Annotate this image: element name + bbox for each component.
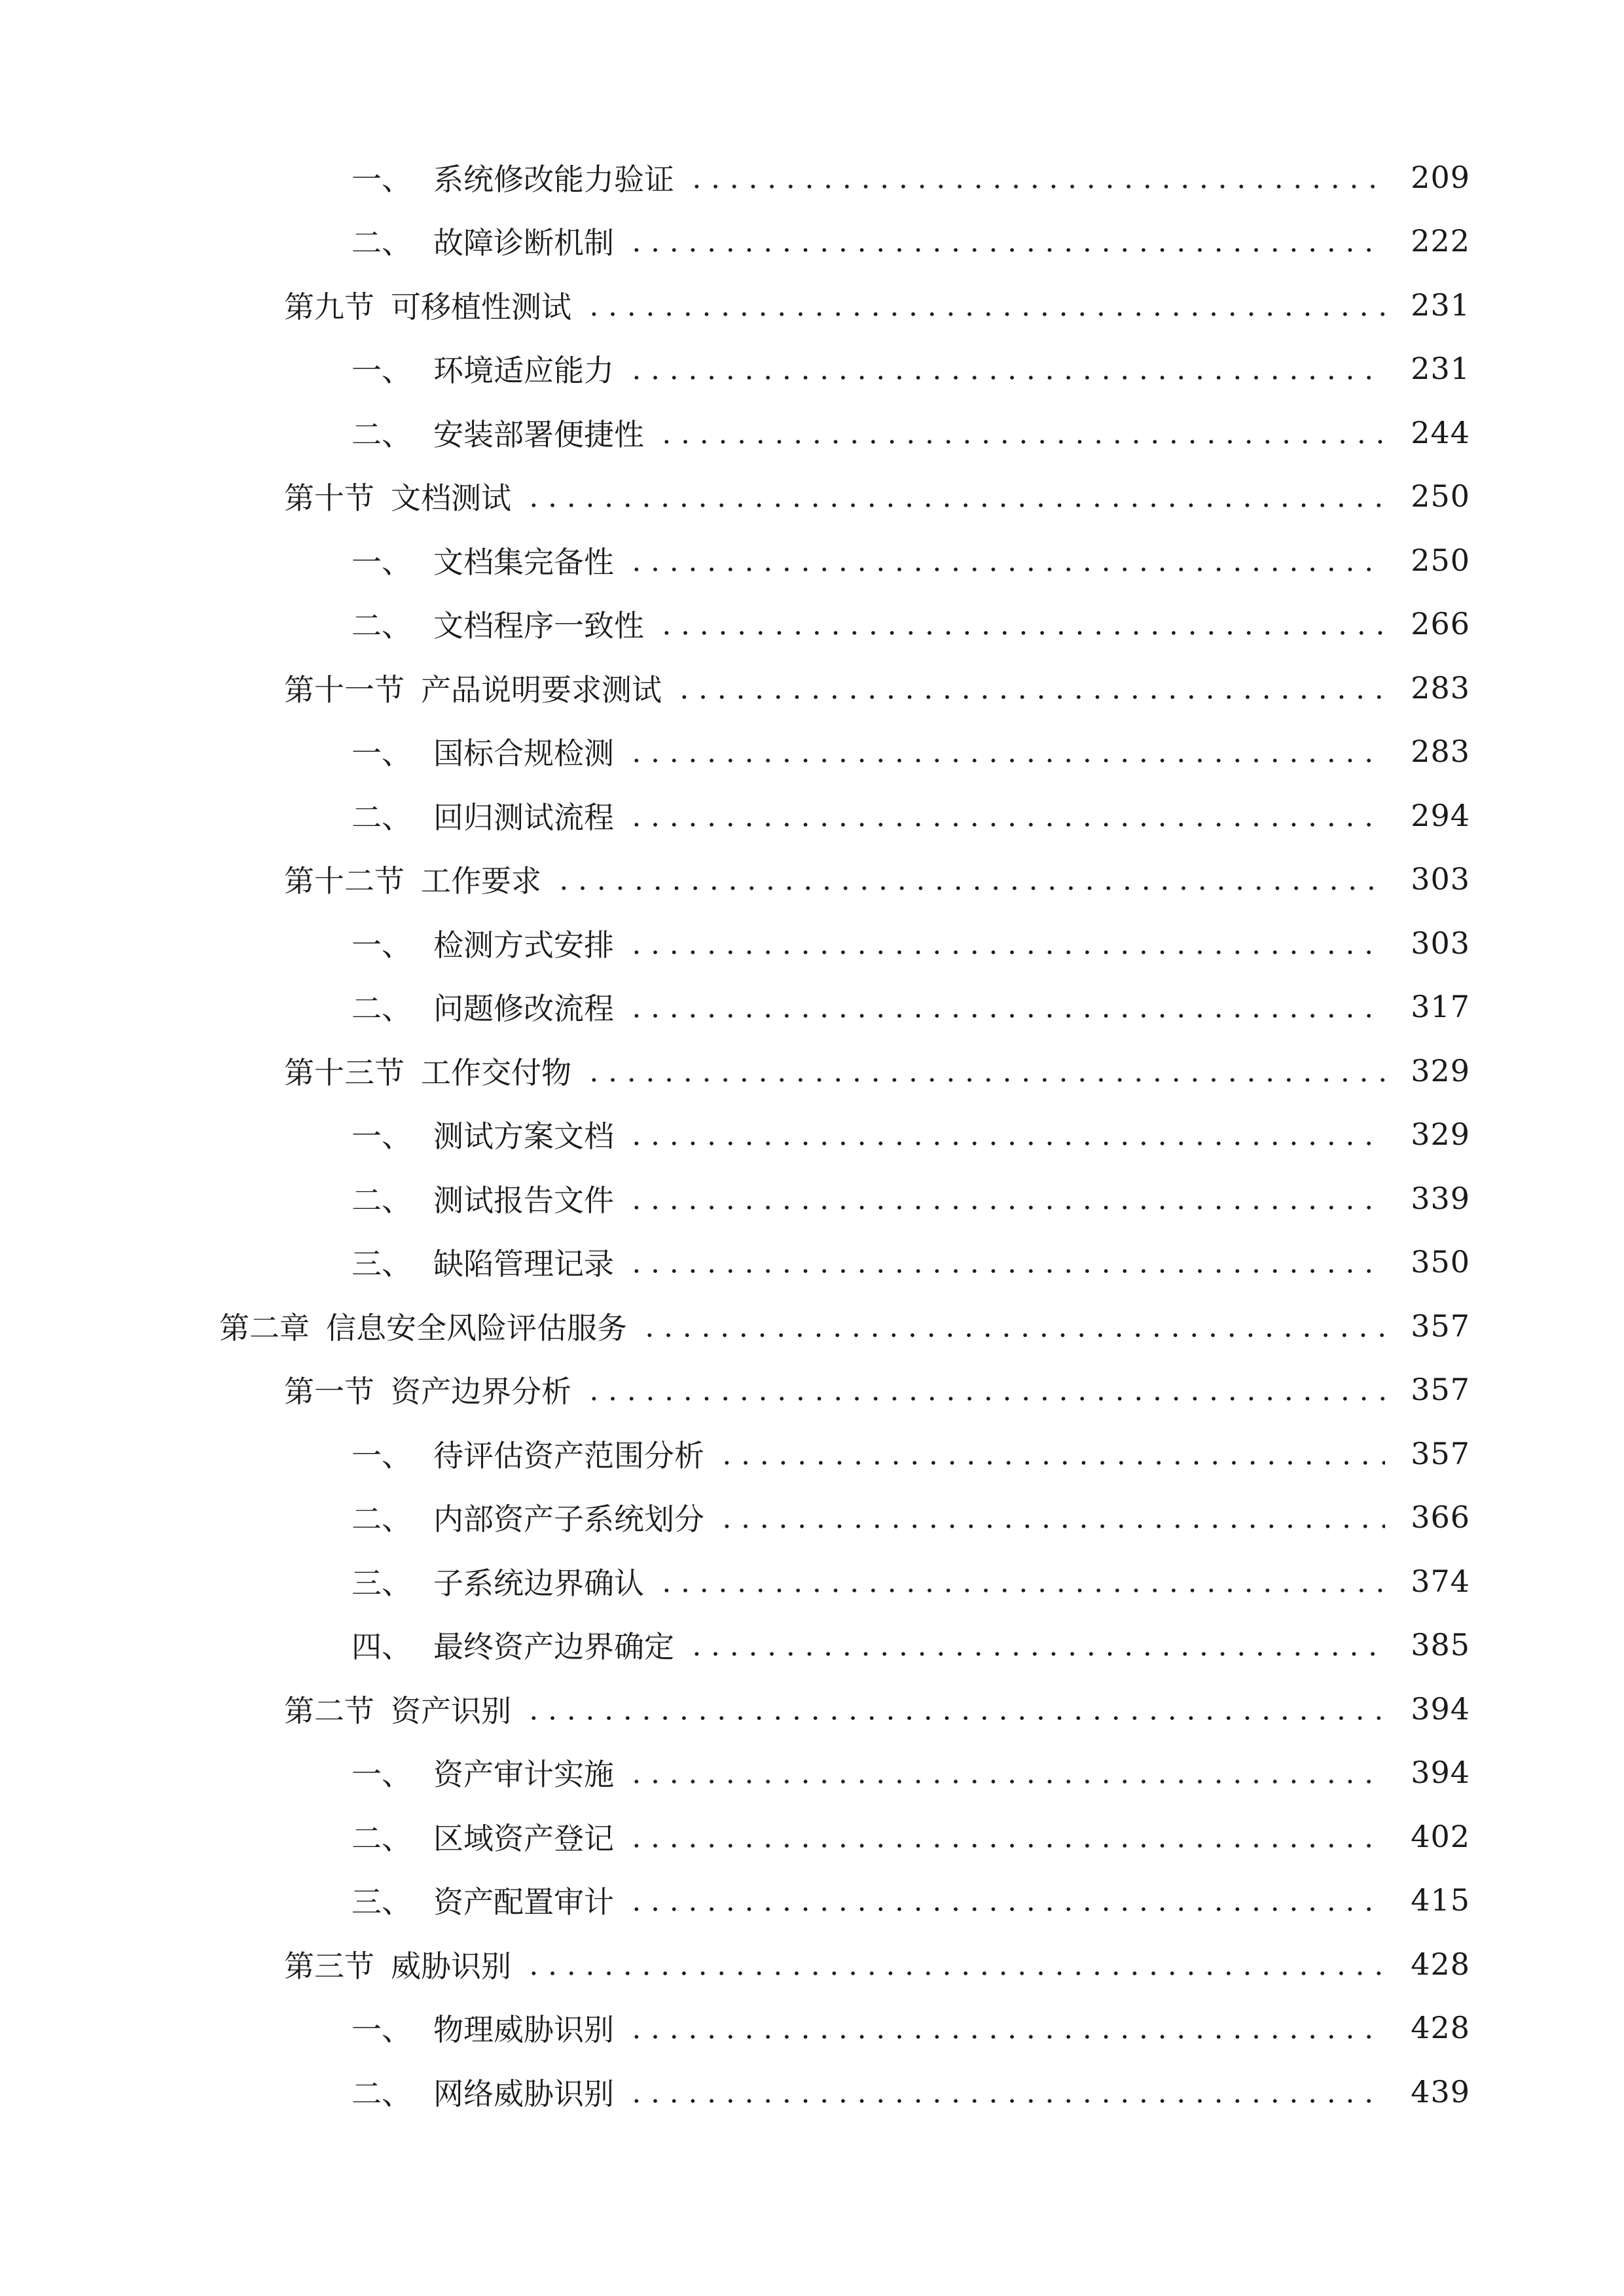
- toc-entry[interactable]: [0, 1932, 1624, 1996]
- toc-entry-number: 第二节: [284, 1693, 374, 1729]
- toc-entry-page-number: 317: [1411, 989, 1470, 1025]
- toc-entry-page-number: 428: [1411, 2010, 1470, 2046]
- toc-entry-page-number: 329: [1411, 1117, 1470, 1153]
- toc-entry[interactable]: [0, 1804, 1624, 1869]
- toc-entry-title: 故障诊断机制: [433, 225, 614, 261]
- toc-entry-title: 文档集完备性: [433, 544, 614, 580]
- toc-entry-page-number: 231: [1411, 351, 1470, 387]
- toc-entry-number: 一、: [352, 736, 412, 772]
- toc-entry[interactable]: [0, 2060, 1624, 2124]
- toc-entry[interactable]: [0, 656, 1624, 720]
- toc-dot-leader: [675, 695, 1385, 699]
- toc-entry-page-number: 439: [1411, 2073, 1470, 2109]
- toc-entry-number: 二、: [352, 799, 412, 835]
- toc-entry-title: 检测方式安排: [433, 927, 614, 963]
- toc-entry-title: 网络威胁识别: [433, 2075, 614, 2111]
- toc-entry-page-number: 303: [1411, 925, 1470, 961]
- toc-entry-title: 资产边界分析: [391, 1374, 571, 1410]
- toc-entry[interactable]: [0, 209, 1624, 274]
- toc-entry-page-number: 394: [1411, 1755, 1470, 1791]
- toc-dot-leader: [657, 631, 1385, 635]
- toc-entry[interactable]: [0, 1996, 1624, 2060]
- toc-entry[interactable]: [0, 528, 1624, 592]
- toc-entry-number: 一、: [352, 1119, 412, 1155]
- toc-entry-page-number: 394: [1411, 1691, 1470, 1727]
- toc-entry[interactable]: [0, 465, 1624, 529]
- toc-entry-page-number: 366: [1411, 1499, 1470, 1535]
- toc-entry-number: 三、: [352, 1884, 412, 1920]
- toc-entry-title: 资产审计实施: [433, 1757, 614, 1793]
- toc-dot-leader: [524, 1716, 1385, 1720]
- toc-entry-title: 可移植性测试: [391, 289, 571, 325]
- toc-entry-number: 第一节: [284, 1374, 374, 1410]
- toc-entry-title: 威胁识别: [391, 1948, 511, 1984]
- toc-entry-number: 二、: [352, 2075, 412, 2111]
- toc-entry[interactable]: [0, 783, 1624, 848]
- toc-entry[interactable]: [0, 1422, 1624, 1486]
- toc-dot-leader: [627, 950, 1385, 954]
- toc-entry-title: 文档测试: [391, 480, 511, 516]
- toc-entry-number: 二、: [352, 225, 412, 261]
- toc-entry-title: 工作交付物: [421, 1054, 571, 1090]
- toc-entry-title: 区域资产登记: [433, 1820, 614, 1856]
- toc-dot-leader: [627, 2099, 1385, 2103]
- toc-entry[interactable]: [0, 592, 1624, 656]
- toc-dot-leader: [657, 1588, 1385, 1592]
- toc-entry[interactable]: [0, 1486, 1624, 1550]
- toc-dot-leader: [627, 1014, 1385, 1018]
- toc-entry-page-number: 231: [1411, 287, 1470, 323]
- toc-entry-title: 信息安全风险评估服务: [326, 1310, 627, 1346]
- toc-dot-leader: [687, 1652, 1385, 1656]
- toc-dot-leader: [585, 1078, 1385, 1082]
- toc-entry-number: 二、: [352, 608, 412, 644]
- toc-dot-leader: [627, 1141, 1385, 1145]
- toc-entry-title: 产品说明要求测试: [421, 672, 662, 708]
- toc-entry[interactable]: [0, 1549, 1624, 1613]
- toc-entry-number: 二、: [352, 1182, 412, 1218]
- toc-entry-page-number: 350: [1411, 1244, 1470, 1280]
- toc-dot-leader: [640, 1333, 1385, 1337]
- toc-entry-title: 文档程序一致性: [433, 608, 644, 644]
- table-of-contents: [0, 145, 1624, 2124]
- toc-entry[interactable]: [0, 401, 1624, 465]
- toc-entry-page-number: 374: [1411, 1563, 1470, 1599]
- toc-entry-title: 资产配置审计: [433, 1884, 614, 1920]
- toc-dot-leader: [657, 440, 1385, 444]
- toc-entry-title: 测试报告文件: [433, 1182, 614, 1218]
- toc-entry-number: 第十二节: [284, 863, 405, 899]
- toc-dot-leader: [717, 1461, 1385, 1465]
- toc-dot-leader: [585, 1397, 1385, 1401]
- toc-entry-number: 第十节: [284, 480, 374, 516]
- toc-entry-page-number: 209: [1411, 159, 1470, 195]
- toc-dot-leader: [627, 759, 1385, 762]
- toc-entry-title: 物理威胁识别: [433, 2012, 614, 2048]
- toc-entry-page-number: 250: [1411, 478, 1470, 514]
- toc-entry-number: 一、: [352, 1437, 412, 1473]
- toc-dot-leader: [717, 1524, 1385, 1528]
- toc-entry-number: 第三节: [284, 1948, 374, 1984]
- toc-entry-number: 第九节: [284, 289, 374, 325]
- toc-entry-title: 子系统边界确认: [433, 1565, 644, 1601]
- toc-entry-number: 一、: [352, 353, 412, 389]
- toc-entry[interactable]: [0, 337, 1624, 401]
- toc-entry[interactable]: [0, 1741, 1624, 1805]
- toc-entry[interactable]: [0, 1039, 1624, 1103]
- toc-dot-leader: [627, 376, 1385, 380]
- toc-dot-leader: [524, 503, 1385, 507]
- toc-entry-number: 一、: [352, 1757, 412, 1793]
- toc-entry-title: 安装部署便捷性: [433, 416, 644, 452]
- toc-entry-title: 待评估资产范围分析: [433, 1437, 704, 1473]
- toc-entry-page-number: 339: [1411, 1180, 1470, 1216]
- toc-entry[interactable]: [0, 1613, 1624, 1677]
- toc-entry[interactable]: [0, 1166, 1624, 1230]
- toc-dot-leader: [627, 567, 1385, 571]
- toc-dot-leader: [554, 886, 1385, 890]
- toc-entry-page-number: 303: [1411, 861, 1470, 897]
- toc-entry-title: 内部资产子系统划分: [433, 1501, 704, 1537]
- toc-entry-page-number: 283: [1411, 670, 1470, 706]
- toc-dot-leader: [585, 312, 1385, 316]
- toc-entry[interactable]: [0, 1869, 1624, 1933]
- toc-entry[interactable]: [0, 848, 1624, 912]
- toc-dot-leader: [524, 1971, 1385, 1975]
- toc-entry-page-number: 357: [1411, 1435, 1470, 1471]
- toc-entry-number: 第二章: [219, 1310, 310, 1346]
- toc-dot-leader: [627, 1206, 1385, 1210]
- toc-entry[interactable]: [0, 911, 1624, 975]
- toc-entry-title: 国标合规检测: [433, 736, 614, 772]
- toc-entry-number: 一、: [352, 927, 412, 963]
- toc-dot-leader: [627, 1907, 1385, 1911]
- toc-entry-number: 第十一节: [284, 672, 405, 708]
- toc-entry-title: 资产识别: [391, 1693, 511, 1729]
- toc-dot-leader: [687, 185, 1385, 188]
- toc-entry-page-number: 266: [1411, 606, 1470, 642]
- toc-entry-number: 一、: [352, 2012, 412, 2048]
- toc-entry-page-number: 402: [1411, 1818, 1470, 1854]
- toc-entry-number: 一、: [352, 544, 412, 580]
- toc-dot-leader: [627, 2035, 1385, 2039]
- toc-entry-number: 二、: [352, 1820, 412, 1856]
- toc-entry-title: 缺陷管理记录: [433, 1246, 614, 1282]
- toc-entry[interactable]: [0, 975, 1624, 1039]
- toc-entry-number: 三、: [352, 1246, 412, 1282]
- toc-entry-page-number: 415: [1411, 1882, 1470, 1918]
- toc-entry[interactable]: [0, 1677, 1624, 1741]
- toc-dot-leader: [627, 1844, 1385, 1848]
- toc-entry[interactable]: [0, 145, 1624, 209]
- toc-entry-number: 二、: [352, 1501, 412, 1537]
- toc-entry-number: 二、: [352, 416, 412, 452]
- toc-dot-leader: [627, 1269, 1385, 1273]
- toc-entry-title: 环境适应能力: [433, 353, 614, 389]
- toc-entry-page-number: 244: [1411, 414, 1470, 450]
- toc-entry[interactable]: [0, 720, 1624, 784]
- toc-entry-number: 一、: [352, 161, 412, 197]
- toc-entry-page-number: 329: [1411, 1052, 1470, 1088]
- toc-entry[interactable]: [0, 1294, 1624, 1358]
- toc-entry-page-number: 428: [1411, 1946, 1470, 1982]
- toc-entry-number: 三、: [352, 1565, 412, 1601]
- toc-entry[interactable]: [0, 273, 1624, 337]
- toc-entry-title: 系统修改能力验证: [433, 161, 674, 197]
- toc-entry-page-number: 357: [1411, 1308, 1470, 1344]
- toc-dot-leader: [627, 248, 1385, 252]
- toc-entry-title: 问题修改流程: [433, 991, 614, 1027]
- toc-entry-page-number: 385: [1411, 1627, 1470, 1663]
- toc-dot-leader: [627, 823, 1385, 827]
- toc-entry[interactable]: [0, 1230, 1624, 1295]
- toc-entry-number: 四、: [352, 1629, 412, 1665]
- toc-entry-number: 第十三节: [284, 1054, 405, 1090]
- toc-entry-number: 二、: [352, 991, 412, 1027]
- toc-entry-page-number: 357: [1411, 1372, 1470, 1408]
- toc-entry-title: 回归测试流程: [433, 799, 614, 835]
- toc-entry-title: 测试方案文档: [433, 1119, 614, 1155]
- toc-entry-title: 工作要求: [421, 863, 541, 899]
- toc-entry-page-number: 222: [1411, 223, 1470, 259]
- toc-dot-leader: [627, 1780, 1385, 1784]
- toc-entry[interactable]: [0, 1358, 1624, 1422]
- toc-entry-page-number: 294: [1411, 797, 1470, 833]
- toc-entry[interactable]: [0, 1103, 1624, 1167]
- toc-entry-page-number: 250: [1411, 542, 1470, 578]
- toc-entry-page-number: 283: [1411, 734, 1470, 770]
- toc-entry-title: 最终资产边界确定: [433, 1629, 674, 1665]
